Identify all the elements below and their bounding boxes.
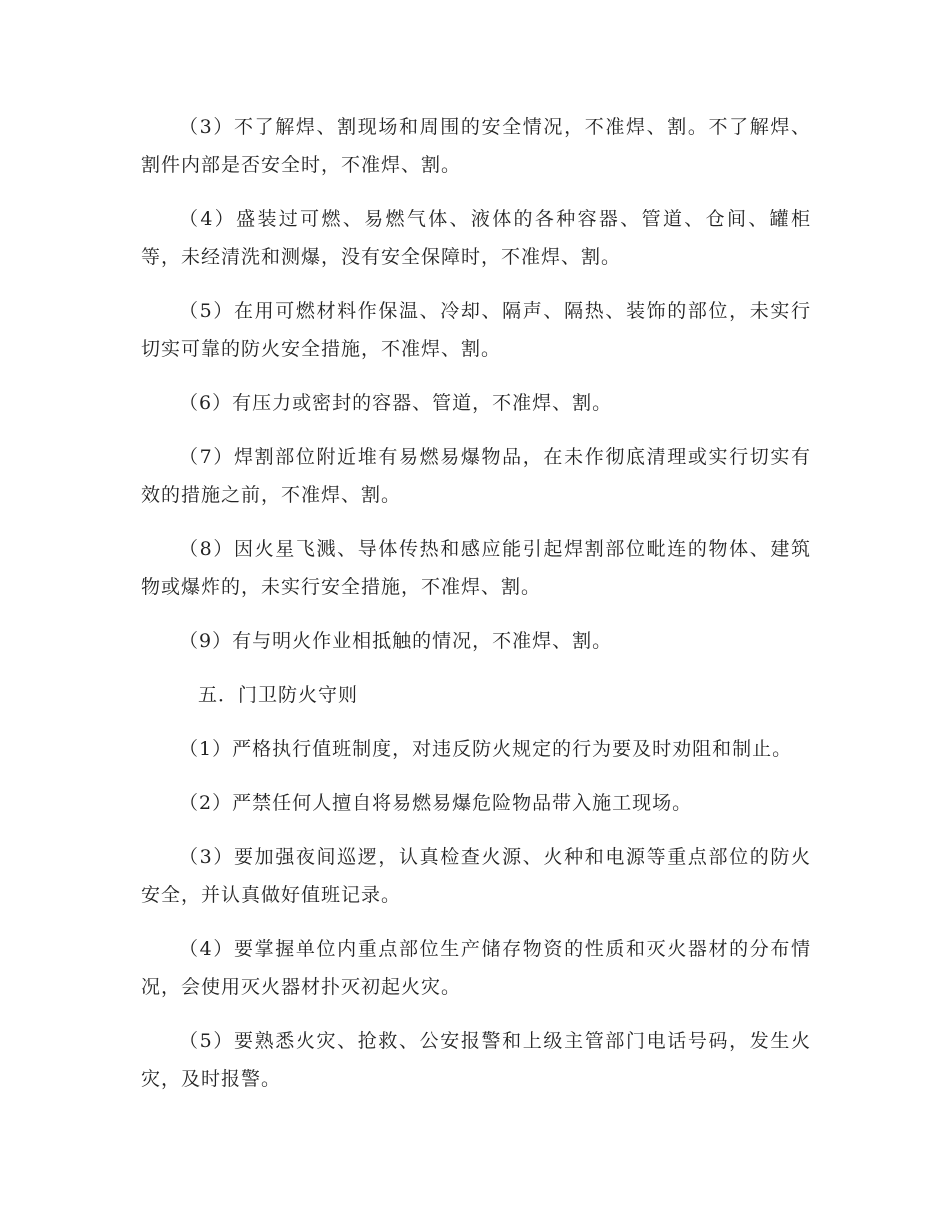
paragraph-item-6: （6）有压力或密封的容器、管道，不准焊、割。: [179, 392, 613, 414]
paragraph-item-5: （5）在用可燃材料作保温、冷却、隔声、隔热、装饰的部位，未实行切实可靠的防火安全措施，不准焊、割。: [141, 300, 811, 360]
paragraph-item-7: （7）焊割部位附近堆有易燃易爆物品，在未作彻底清理或实行切实有效的措施之前，不准焊、割。: [141, 446, 811, 506]
section-paragraph-5: （5）要熟悉火灾、抢救、公安报警和上级主管部门电话号码，发生火灾，及时报警。: [141, 1030, 811, 1090]
paragraph-item-4: （4）盛装过可燃、易燃气体、液体的各种容器、管道、仓间、罐柜等，未经清洗和测爆，没有安全保障时，不准焊、割。: [141, 208, 811, 268]
section-paragraph-3: （3）要加强夜间巡逻，认真检查火源、火种和电源等重点部位的防火安全，并认真做好值班记录。: [141, 846, 811, 906]
section-paragraph-2: （2）严禁任何人擅自将易燃易爆危险物品带入施工现场。: [179, 792, 693, 814]
paragraph-item-3: （3）不了解焊、割现场和周围的安全情况，不准焊、割。不了解焊、割件内部是否安全时，不准焊、割。: [141, 116, 811, 176]
paragraph-item-9: （9）有与明火作业相抵触的情况，不准焊、割。: [179, 630, 613, 652]
document-body: [141, 108, 811, 1114]
section-paragraph-1: （1）严格执行值班制度，对违反防火规定的行为要及时劝阻和制止。: [179, 738, 793, 760]
section-paragraph-4: （4）要掌握单位内重点部位生产储存物资的性质和灭火器材的分布情况，会使用灭火器材扑灭初起火灾。: [141, 938, 811, 998]
section-heading: 五．门卫防火守则: [198, 684, 359, 706]
paragraph-item-8: （8）因火星飞溅、导体传热和感应能引起焊割部位毗连的物体、建筑物或爆炸的，未实行安全措施，不准焊、割。: [141, 538, 811, 598]
